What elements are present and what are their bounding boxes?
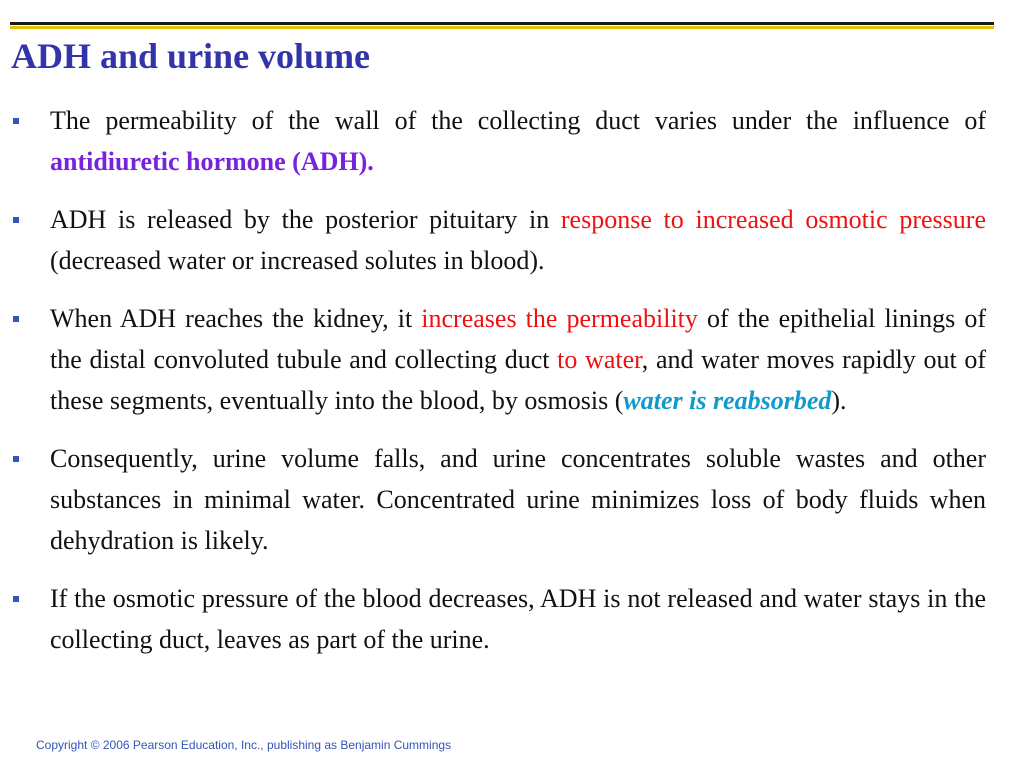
text-segment: , and water moves rapidly out of these segments, eventually into the blood, by osmosis ( (50, 345, 987, 415)
bullet-item (10, 438, 986, 561)
text-segment: (decreased water or increased solutes in blood). (50, 246, 545, 275)
highlight-blue: water is reabsorbed (623, 386, 832, 415)
text-segment: If the osmotic pressure of the blood decreases, ADH is not released and water stays in the collecting duct, leaves as part of the urine. (50, 584, 986, 654)
bullet-text (50, 304, 986, 415)
highlight-red: response to increased osmotic pressure (560, 205, 986, 234)
header-rule-gold (10, 26, 994, 29)
bullet-text (50, 584, 986, 654)
bullet-square-icon (13, 118, 19, 124)
text-segment: of the epithelial linings of the distal convoluted tubule and collecting duct (50, 304, 987, 374)
bullet-item (10, 199, 986, 281)
text-segment: ADH is released by the posterior pituitary in (50, 205, 561, 234)
copyright-footer: Copyright © 2006 Pearson Education, Inc., publishing as Benjamin Cummings (36, 738, 452, 752)
text-segment: Consequently, urine volume falls, and urine concentrates soluble wastes and other substances in minimal water. Concentrated urine minimizes loss of body fluids when dehydration is likely. (50, 444, 986, 555)
bullet-text (50, 444, 986, 555)
bullet-item (10, 100, 986, 182)
bullet-square-icon (13, 316, 19, 322)
highlight-red: increases the permeability (421, 304, 698, 333)
bullet-square-icon (13, 217, 19, 223)
bullet-text (50, 205, 986, 275)
highlight-purple: antidiuretic hormone (ADH). (50, 147, 374, 176)
bullet-square-icon (13, 596, 19, 602)
text-segment: ). (831, 386, 847, 415)
bullet-list (10, 100, 986, 677)
header-rule-dark (10, 22, 994, 25)
bullet-text (50, 106, 986, 176)
slide-title: ADH and urine volume (11, 36, 371, 76)
bullet-item (10, 298, 986, 421)
highlight-red: to water (557, 345, 642, 374)
text-segment: The permeability of the wall of the collecting duct varies under the influence of (50, 106, 986, 135)
text-segment: When ADH reaches the kidney, it (50, 304, 422, 333)
bullet-item (10, 578, 986, 660)
bullet-square-icon (13, 456, 19, 462)
